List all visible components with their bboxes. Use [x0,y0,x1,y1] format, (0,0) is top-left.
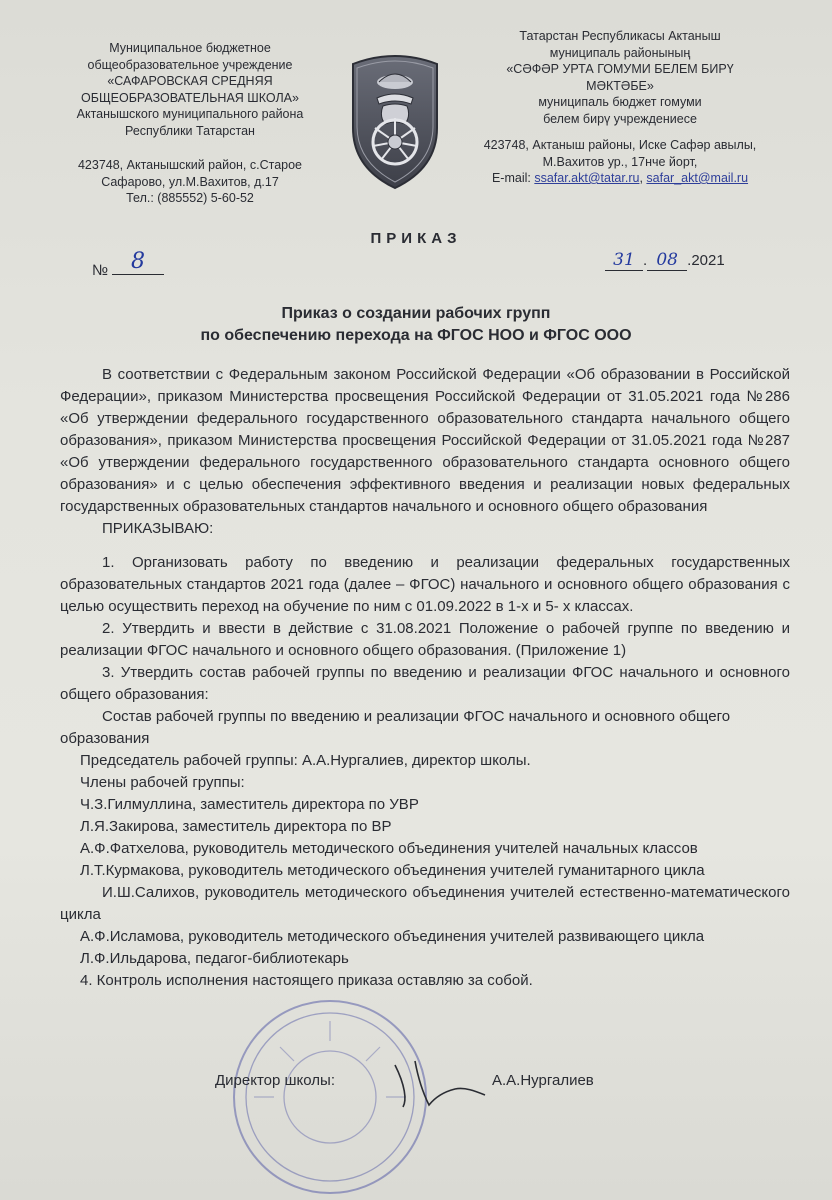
address-line: 423748, Актанышский район, с.Старое [77,158,303,172]
date-month-handwritten: 08 [647,250,687,271]
intro-paragraph: В соответствии с Федеральным законом Российской Федерации «Об образовании в Российской Федерации», приказом Министерства просвещения Российской Федерации от 31.05.2021 года №286 «Об утверждении федерального государственного образовательного стандарта начального общего образования», приказом Министерства просвещения Российской Федерации от 31.05.2021 года №287 «Об утверждении федерального государственного образовательного стандарта основного общего образования» и с целью обеспечения эффективного введения и реализации новых федеральных государственных образовательных стандартов начального и основного общего образования [60,366,790,515]
signature-label: Директор школы: [215,1072,335,1089]
order-date [605,250,725,271]
phone-line: Тел.: (885552) 5-60-52 [126,191,254,205]
order-item-3: 3. Утвердить состав рабочей группы по введению и реализации ФГОС начального и основного общего образования: [60,664,790,703]
member-line: А.Ф.Фатхелова, руководитель методического объединения учителей начальных классов [80,840,698,857]
member-line: Л.Ф.Ильдарова, педагог-библиотекарь [80,950,349,967]
header-left-line: «САФАРОВСКАЯ СРЕДНЯЯ [107,74,273,88]
date-day-handwritten: 31 [605,250,643,271]
order-item-4: 4. Контроль исполнения настоящего приказа оставляю за собой. [80,972,533,989]
member-line: Ч.З.Гилмуллина, заместитель директора по УВР [80,796,419,813]
member-line: Л.Я.Закирова, заместитель директора по ВР [80,818,392,835]
order-item-1: 1. Организовать работу по введению и реализации федеральных государственных образовательных стандартов 2021 года (далее – ФГОС) начального и основного общего образования с целью осуществить переход на обучение по ним с 01.09.2022 в 1-х и 5- х классах. [60,554,790,615]
header-left-address [40,157,340,207]
header-left-line: общеобразовательное учреждение [87,57,293,72]
member-line: И.Ш.Салихов, руководитель методического объединения учителей естественно-математического цикла [60,884,790,923]
header-left-line: ОБЩЕОБРАЗОВАТЕЛЬНАЯ ШКОЛА» [81,90,299,105]
member-line: Л.Т.Курмакова, руководитель методического объединения учителей гуманитарного цикла [80,862,705,879]
address-line: 423748, Актаныш районы, Иске Сафәр авылы, [483,138,757,152]
address-line: М.Вахитов ур., 17нче йорт, [542,154,698,169]
email-link-tatar[interactable]: ssafar.akt@tatar.ru [534,171,640,185]
address-line: Сафарово, ул.М.Вахитов, д.17 [101,174,279,189]
header-right-address [440,137,800,187]
date-year: .2021 [687,252,725,269]
email-label: E-mail: [491,171,531,185]
header-right-line: муниципаль бюджет гомуми [538,95,702,109]
order-number-label: № [92,262,109,279]
tatarstan-coat-of-arms-icon [345,46,445,191]
order-number-handwritten: 8 [112,249,164,275]
chairman-line: Председатель рабочей группы: А.А.Нургалиев, директор школы. [80,752,531,769]
order-item-2: 2. Утвердить и ввести в действие с 31.08.2021 Положение о рабочей группе по введению и реализации ФГОС начального и основного общего образования. (Приложение 1) [60,620,790,659]
header-left-line: Муниципальное бюджетное [109,41,271,55]
handwritten-signature-icon [385,1055,495,1115]
date-separator: . [643,252,648,269]
header-right-line: белем бирү учреждениесе [543,111,697,126]
header-right-line: Татарстан Республикасы Актаныш [519,29,721,43]
orders-word: ПРИКАЗЫВАЮ: [102,520,214,537]
email-link-mail[interactable]: safar_akt@mail.ru [646,171,749,185]
email-line [440,170,800,187]
header-right-tatar [440,28,800,187]
order-heading: ПРИКАЗ [370,230,462,247]
composition-heading: Состав рабочей группы по введению и реализации ФГОС начального и основного общего образования [60,708,731,747]
member-line: А.Ф.Исламова, руководитель методического объединения учителей развивающего цикла [80,928,705,945]
members-label: Члены рабочей группы: [80,774,245,791]
header-left-russian [40,40,340,207]
header-right-line: МӘКТӘБЕ» [586,78,654,93]
header-right-line: муниципаль районының [549,45,691,60]
header-left-line: Республики Татарстан [125,123,255,138]
document-title-line: Приказ о создании рабочих групп [281,305,551,322]
document-title [0,303,832,347]
director-name: А.А.Нургалиев [492,1072,594,1089]
header-left-line: Актанышского муниципального района [76,107,304,121]
document-title-line: по обеспечению перехода на ФГОС НОО и ФГОС ООО [200,327,632,344]
document-body [60,364,790,992]
email-separator: , [639,171,643,185]
header-right-line: «СӘФӘР УРТА ГОМУМИ БЕЛЕМ БИРҮ [506,62,734,76]
